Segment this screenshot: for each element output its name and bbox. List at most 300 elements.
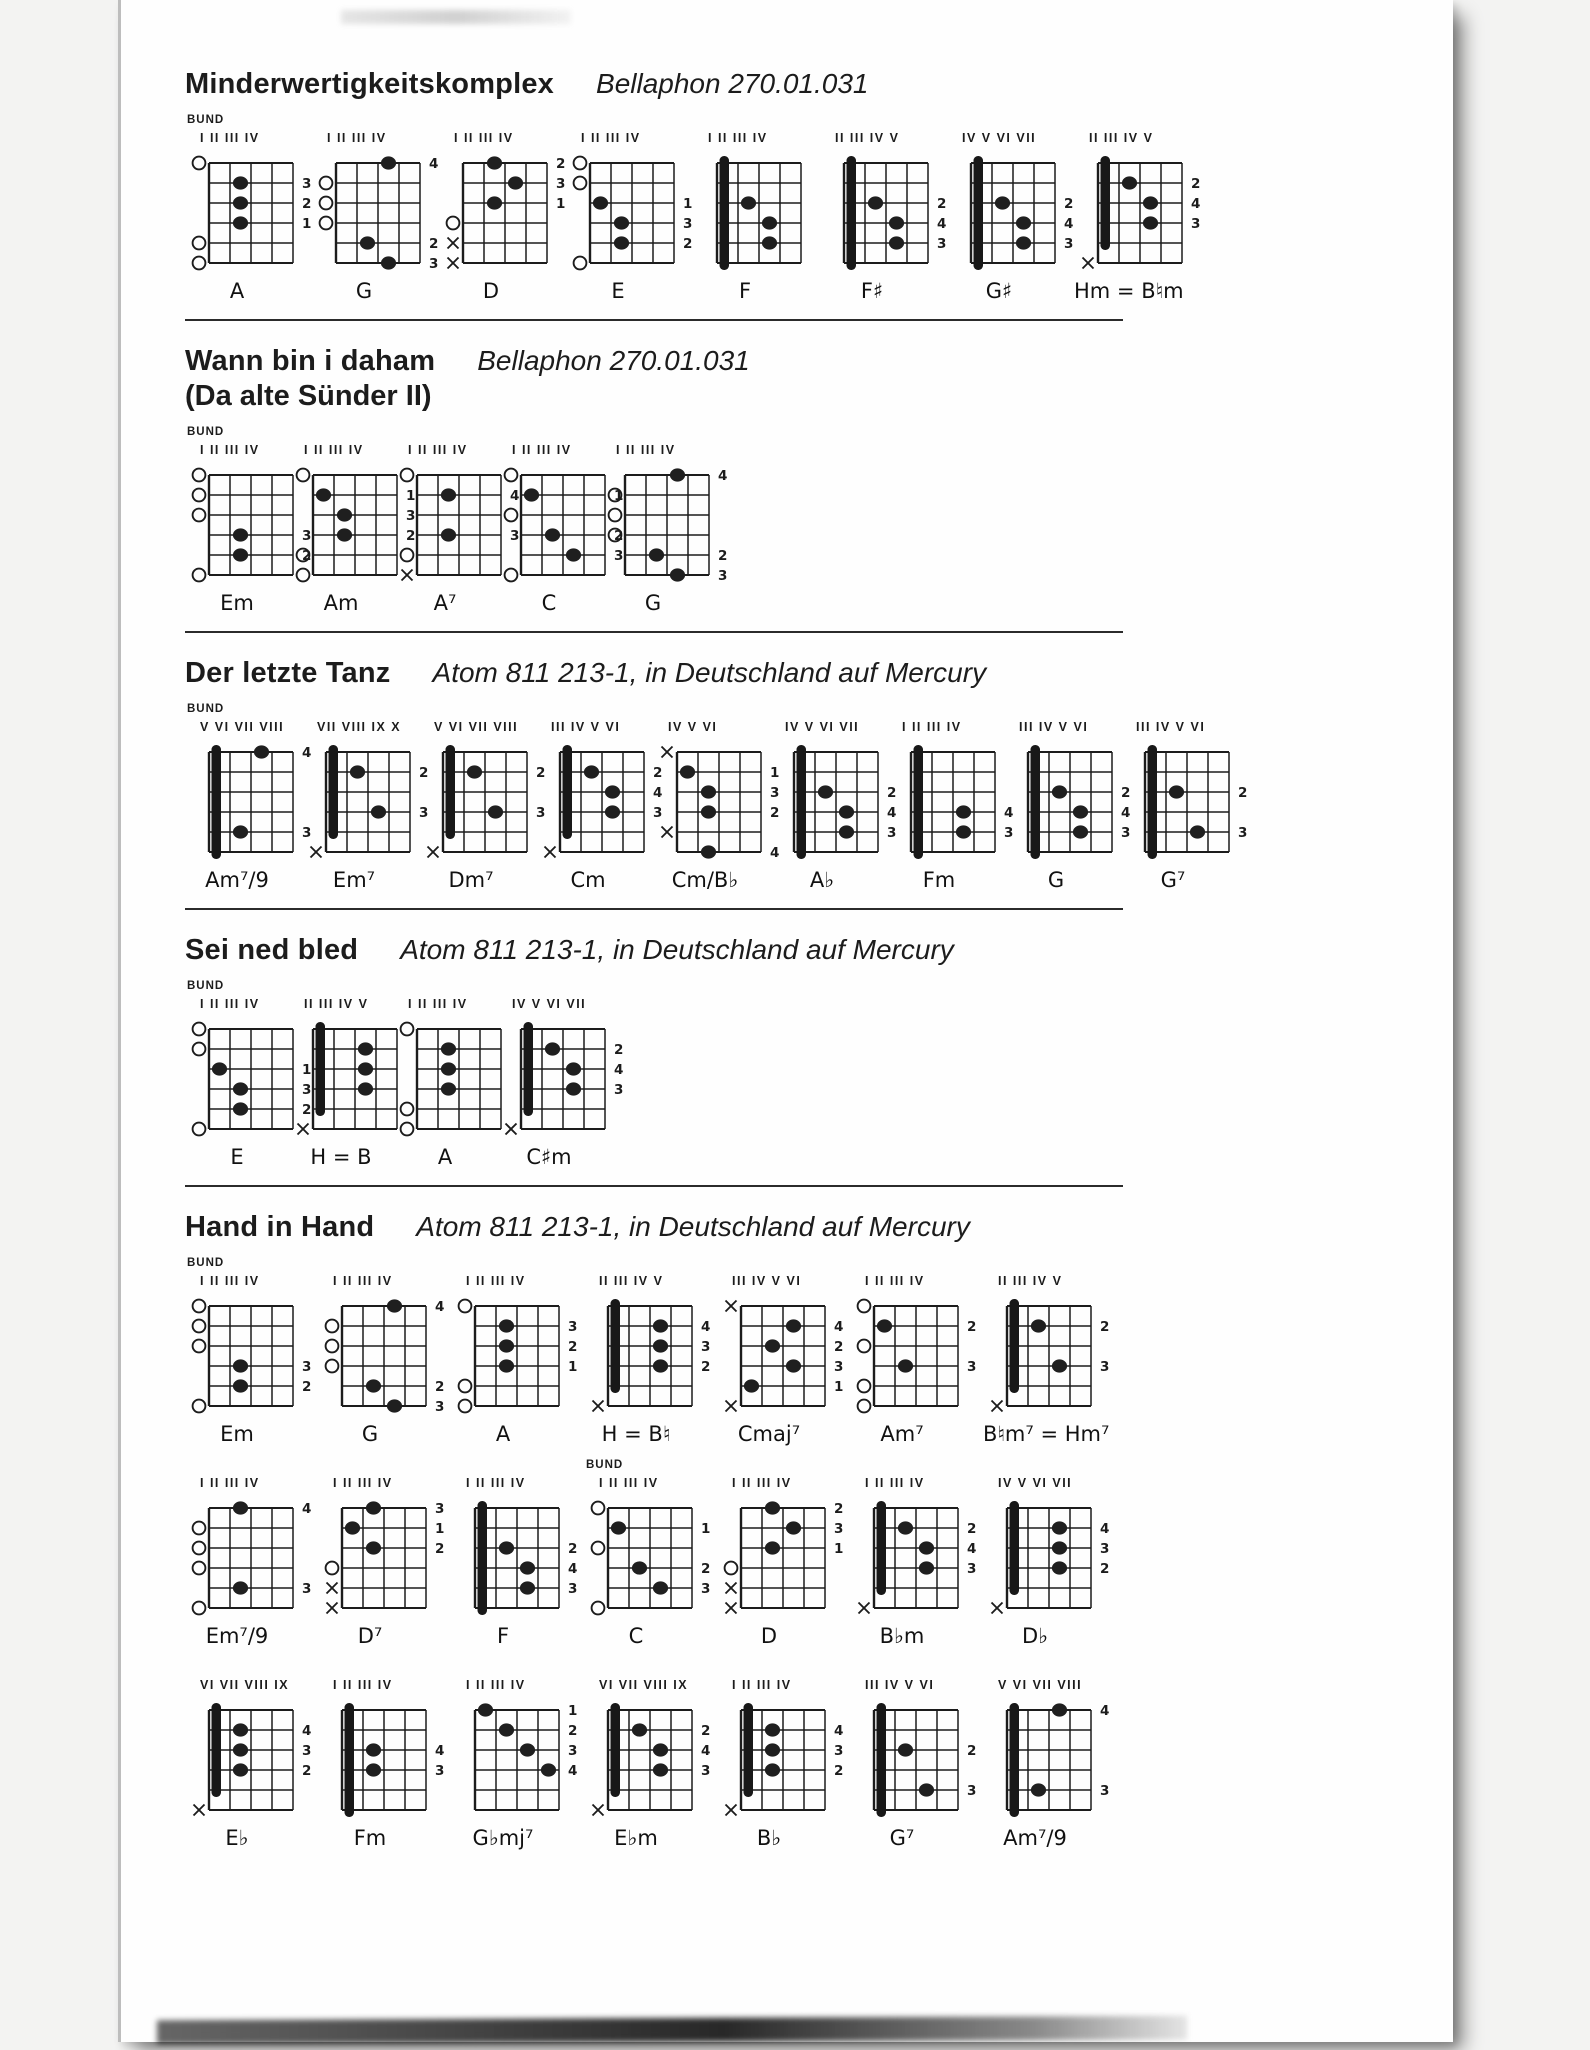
open-string-circle bbox=[326, 1360, 339, 1373]
finger-dot bbox=[387, 1299, 402, 1312]
finger-number: 3 bbox=[536, 805, 546, 821]
finger-number: 3 bbox=[1121, 825, 1131, 841]
finger-dot bbox=[786, 1359, 801, 1372]
finger-number: 4 bbox=[937, 216, 947, 232]
chord-grid bbox=[717, 1492, 844, 1622]
open-string-circle bbox=[193, 237, 206, 250]
barre-bar bbox=[1148, 745, 1158, 859]
finger-dot bbox=[1052, 1359, 1067, 1372]
finger-number: 3 bbox=[1064, 236, 1074, 252]
chord-grid bbox=[566, 147, 693, 277]
chord-name: G⁷ bbox=[889, 1826, 915, 1850]
finger-number: 3 bbox=[568, 1319, 578, 1335]
open-string-circle bbox=[193, 1602, 206, 1615]
chord-diagram bbox=[983, 1274, 1116, 1446]
chord-name: E♭m bbox=[614, 1826, 658, 1850]
finger-number: 3 bbox=[406, 508, 416, 524]
finger-dot bbox=[233, 1102, 248, 1115]
open-string-circle bbox=[326, 1562, 339, 1575]
chord-name: G bbox=[361, 1422, 379, 1446]
finger-dot bbox=[839, 805, 854, 818]
chord-name: C♯m bbox=[526, 1145, 572, 1169]
songbook-page bbox=[118, 0, 1453, 2042]
finger-number: 4 bbox=[967, 1541, 977, 1557]
chord-row bbox=[185, 1257, 1423, 1446]
chord-grid bbox=[1121, 736, 1248, 866]
chord-diagram bbox=[947, 131, 1074, 303]
chord-name: D♭ bbox=[1021, 1624, 1049, 1648]
finger-dot bbox=[366, 1501, 381, 1514]
chord-name: Hm = B♮m bbox=[1074, 279, 1184, 303]
open-string-circle bbox=[326, 1320, 339, 1333]
chord-diagram bbox=[312, 131, 439, 303]
finger-number: 2 bbox=[302, 1763, 312, 1779]
finger-dot bbox=[593, 196, 608, 209]
finger-number: 2 bbox=[568, 1339, 578, 1355]
finger-number: 3 bbox=[967, 1561, 977, 1577]
finger-dot bbox=[1016, 216, 1031, 229]
finger-dot bbox=[1122, 176, 1137, 189]
muted-string-x bbox=[448, 238, 459, 249]
finger-dot bbox=[653, 1763, 668, 1776]
fret-position-label: I II III IV bbox=[200, 443, 260, 457]
finger-dot bbox=[611, 1521, 626, 1534]
chord-diagram bbox=[185, 703, 312, 892]
chord-grid bbox=[185, 1492, 312, 1622]
chord-diagram bbox=[1121, 720, 1248, 892]
chord-diagram bbox=[717, 1476, 850, 1648]
finger-dot bbox=[765, 1339, 780, 1352]
finger-number: 4 bbox=[302, 745, 312, 761]
finger-number: 4 bbox=[834, 1723, 844, 1739]
finger-dot bbox=[614, 236, 629, 249]
barre-bar bbox=[611, 1703, 621, 1797]
chord-name: B♮m⁷ = Hm⁷ bbox=[983, 1422, 1110, 1446]
fret-position-label: III IV V VI bbox=[1136, 720, 1206, 734]
chord-name: Fm bbox=[353, 1826, 387, 1850]
fret-position-label: I II III IV bbox=[200, 1476, 260, 1490]
open-string-circle bbox=[193, 509, 206, 522]
finger-number: 4 bbox=[701, 1743, 711, 1759]
finger-dot bbox=[744, 1379, 759, 1392]
open-string-circle bbox=[326, 1340, 339, 1353]
open-string-circle bbox=[193, 1320, 206, 1333]
fret-position-label: III IV V VI bbox=[1019, 720, 1089, 734]
fret-position-label: I II III IV bbox=[454, 131, 514, 145]
finger-number: 2 bbox=[1121, 785, 1131, 801]
open-string-circle bbox=[858, 1380, 871, 1393]
finger-dot bbox=[670, 468, 685, 481]
barre-bar bbox=[212, 1703, 222, 1797]
fret-position-label: I II III IV bbox=[599, 1476, 659, 1490]
fret-position-label: VII VIII IX X bbox=[317, 720, 402, 734]
chord-diagram bbox=[850, 1476, 983, 1648]
open-string-circle bbox=[320, 217, 333, 230]
open-string-circle bbox=[193, 1123, 206, 1136]
finger-number: 2 bbox=[302, 1102, 312, 1118]
chord-grid bbox=[185, 1694, 312, 1824]
barre-bar bbox=[1010, 1299, 1020, 1393]
chord-name: G bbox=[1047, 868, 1065, 892]
finger-number: 3 bbox=[510, 528, 520, 544]
finger-dot bbox=[701, 805, 716, 818]
finger-number: 4 bbox=[435, 1743, 445, 1759]
finger-number: 2 bbox=[967, 1319, 977, 1335]
finger-number: 3 bbox=[1238, 825, 1248, 841]
finger-number: 2 bbox=[1064, 196, 1074, 212]
chord-diagram bbox=[850, 1274, 983, 1446]
finger-dot bbox=[499, 1541, 514, 1554]
finger-number: 3 bbox=[834, 1743, 844, 1759]
finger-number: 4 bbox=[510, 488, 520, 504]
finger-dot bbox=[566, 1082, 581, 1095]
fret-position-label: I II III IV bbox=[466, 1476, 526, 1490]
bund-label: BUND bbox=[187, 1257, 225, 1269]
open-string-circle bbox=[858, 1300, 871, 1313]
finger-dot bbox=[786, 1319, 801, 1332]
bund-label: BUND bbox=[187, 703, 225, 715]
finger-number: 3 bbox=[302, 1082, 312, 1098]
chord-grid bbox=[693, 147, 797, 277]
finger-number: 4 bbox=[435, 1299, 445, 1315]
finger-number: 4 bbox=[770, 845, 780, 861]
open-string-circle bbox=[297, 569, 310, 582]
chord-row bbox=[185, 114, 1423, 303]
finger-number: 2 bbox=[683, 236, 693, 252]
finger-dot bbox=[818, 785, 833, 798]
finger-number: 2 bbox=[568, 1541, 578, 1557]
finger-number: 3 bbox=[429, 256, 439, 272]
catalog-number: Bellaphon 270.01.031 bbox=[477, 345, 750, 376]
chord-grid bbox=[497, 459, 624, 589]
finger-dot bbox=[212, 1062, 227, 1075]
chord-name: A bbox=[229, 279, 245, 303]
open-string-circle bbox=[193, 1023, 206, 1036]
fret-position-label: I II III IV bbox=[732, 1678, 792, 1692]
barre-bar bbox=[1101, 156, 1111, 250]
chord-name: A bbox=[495, 1422, 511, 1446]
muted-string-x bbox=[859, 1603, 870, 1614]
chord-diagram bbox=[850, 1678, 983, 1850]
open-string-circle bbox=[505, 569, 518, 582]
finger-dot bbox=[233, 1581, 248, 1594]
chord-grid bbox=[717, 1694, 844, 1824]
chord-name: G⁷ bbox=[1160, 868, 1186, 892]
page-content bbox=[121, 0, 1453, 1850]
chord-grid bbox=[653, 736, 780, 866]
chord-diagram bbox=[185, 1257, 318, 1446]
finger-dot bbox=[584, 765, 599, 778]
open-string-circle bbox=[609, 489, 622, 502]
open-string-circle bbox=[574, 157, 587, 170]
finger-number: 3 bbox=[302, 528, 312, 544]
fret-position-label: I II III IV bbox=[732, 1476, 792, 1490]
muted-string-x bbox=[545, 847, 556, 858]
finger-number: 3 bbox=[1100, 1359, 1110, 1375]
finger-dot bbox=[254, 745, 269, 758]
finger-number: 2 bbox=[1100, 1561, 1110, 1577]
finger-dot bbox=[337, 528, 352, 541]
finger-number: 3 bbox=[967, 1783, 977, 1799]
muted-string-x bbox=[662, 747, 673, 758]
finger-dot bbox=[765, 1743, 780, 1756]
finger-dot bbox=[545, 528, 560, 541]
finger-number: 3 bbox=[568, 1743, 578, 1759]
barre-bar bbox=[877, 1703, 887, 1817]
page-bottom-shadow bbox=[157, 2016, 1187, 2044]
bund-label: BUND bbox=[187, 980, 225, 992]
catalog-number: Bellaphon 270.01.031 bbox=[596, 68, 869, 99]
chord-grid bbox=[983, 1492, 1110, 1622]
chord-name: D⁷ bbox=[357, 1624, 383, 1648]
open-string-circle bbox=[193, 1340, 206, 1353]
fret-position-label: I II III IV bbox=[512, 443, 572, 457]
finger-dot bbox=[233, 548, 248, 561]
barre-bar bbox=[563, 745, 573, 839]
song-header bbox=[185, 657, 1423, 690]
finger-dot bbox=[233, 196, 248, 209]
chord-grid bbox=[850, 1492, 977, 1622]
finger-dot bbox=[387, 1399, 402, 1412]
open-string-circle bbox=[193, 569, 206, 582]
barre-bar bbox=[797, 745, 807, 859]
chord-grid bbox=[289, 459, 416, 589]
fret-position-label: I II III IV bbox=[333, 1274, 393, 1288]
finger-number: 1 bbox=[834, 1379, 844, 1395]
finger-number: 4 bbox=[718, 468, 728, 484]
finger-number: 1 bbox=[614, 488, 624, 504]
chord-diagram bbox=[584, 1678, 717, 1850]
barre-bar bbox=[1010, 1703, 1020, 1817]
finger-dot bbox=[520, 1561, 535, 1574]
open-string-circle bbox=[858, 1340, 871, 1353]
chord-diagram bbox=[318, 1274, 451, 1446]
chord-grid bbox=[185, 147, 312, 277]
chord-name: H = B♮ bbox=[601, 1422, 671, 1446]
song-section bbox=[185, 321, 1423, 615]
finger-dot bbox=[366, 1763, 381, 1776]
finger-dot bbox=[889, 216, 904, 229]
finger-number: 4 bbox=[302, 1501, 312, 1517]
chord-name: Am⁷ bbox=[880, 1422, 924, 1446]
finger-number: 2 bbox=[614, 528, 624, 544]
finger-dot bbox=[765, 1541, 780, 1554]
fret-position-label: IV V VI VII bbox=[962, 131, 1037, 145]
fret-position-label: II III IV V bbox=[304, 997, 369, 1011]
chord-diagram bbox=[289, 997, 393, 1169]
fret-position-label: IV V VI VII bbox=[512, 997, 587, 1011]
barre-bar bbox=[611, 1299, 621, 1393]
finger-dot bbox=[919, 1561, 934, 1574]
chord-grid bbox=[451, 1492, 578, 1622]
finger-number: 3 bbox=[718, 568, 728, 584]
bund-label: BUND bbox=[187, 426, 225, 438]
open-string-circle bbox=[609, 529, 622, 542]
finger-number: 2 bbox=[1191, 176, 1201, 192]
open-string-circle bbox=[459, 1300, 472, 1313]
finger-dot bbox=[488, 805, 503, 818]
open-string-circle bbox=[574, 177, 587, 190]
finger-dot bbox=[566, 1062, 581, 1075]
finger-number: 2 bbox=[614, 1042, 624, 1058]
finger-dot bbox=[487, 156, 502, 169]
chord-row bbox=[185, 1678, 1423, 1850]
open-string-circle bbox=[193, 489, 206, 502]
finger-number: 2 bbox=[536, 765, 546, 781]
finger-dot bbox=[701, 785, 716, 798]
finger-number: 2 bbox=[302, 196, 312, 212]
finger-number: 3 bbox=[937, 236, 947, 252]
open-string-circle bbox=[401, 549, 414, 562]
finger-number: 2 bbox=[701, 1561, 711, 1577]
finger-number: 3 bbox=[302, 1359, 312, 1375]
open-string-circle bbox=[193, 257, 206, 270]
muted-string-x bbox=[1083, 258, 1094, 269]
chord-diagram bbox=[289, 443, 416, 615]
finger-number: 3 bbox=[419, 805, 429, 821]
finger-number: 4 bbox=[701, 1319, 711, 1335]
chord-diagram bbox=[820, 131, 947, 303]
open-string-circle bbox=[401, 1023, 414, 1036]
finger-dot bbox=[919, 1541, 934, 1554]
chord-diagram bbox=[185, 1678, 318, 1850]
chord-row bbox=[185, 703, 1423, 892]
muted-string-x bbox=[662, 827, 673, 838]
muted-string-x bbox=[992, 1401, 1003, 1412]
finger-number: 3 bbox=[967, 1359, 977, 1375]
chord-grid bbox=[584, 1492, 711, 1622]
finger-number: 2 bbox=[967, 1521, 977, 1537]
barre-bar bbox=[316, 1022, 326, 1116]
finger-dot bbox=[371, 805, 386, 818]
chord-diagram bbox=[693, 131, 820, 303]
chord-diagram bbox=[584, 1274, 717, 1446]
finger-dot bbox=[868, 196, 883, 209]
finger-dot bbox=[233, 825, 248, 838]
finger-dot bbox=[898, 1743, 913, 1756]
finger-dot bbox=[614, 216, 629, 229]
open-string-circle bbox=[401, 469, 414, 482]
barre-bar bbox=[329, 745, 339, 839]
finger-dot bbox=[898, 1359, 913, 1372]
chord-name: D bbox=[760, 1624, 778, 1648]
chord-name: Fm bbox=[922, 868, 956, 892]
finger-dot bbox=[653, 1339, 668, 1352]
finger-dot bbox=[508, 176, 523, 189]
finger-number: 1 bbox=[435, 1521, 445, 1537]
finger-number: 2 bbox=[435, 1541, 445, 1557]
finger-dot bbox=[680, 765, 695, 778]
fret-position-label: II III IV V bbox=[998, 1274, 1063, 1288]
open-string-circle bbox=[193, 469, 206, 482]
finger-dot bbox=[316, 488, 331, 501]
finger-number: 3 bbox=[701, 1763, 711, 1779]
barre-bar bbox=[478, 1501, 488, 1615]
finger-number: 3 bbox=[1100, 1783, 1110, 1799]
chord-diagram bbox=[536, 720, 663, 892]
finger-number: 2 bbox=[834, 1501, 844, 1517]
finger-number: 3 bbox=[435, 1501, 445, 1517]
chord-diagram bbox=[185, 114, 312, 303]
song-header bbox=[185, 68, 1423, 101]
fret-position-label: I II III IV bbox=[304, 443, 364, 457]
finger-number: 2 bbox=[701, 1359, 711, 1375]
finger-number: 3 bbox=[568, 1581, 578, 1597]
finger-number: 1 bbox=[834, 1541, 844, 1557]
open-string-circle bbox=[447, 217, 460, 230]
fret-position-label: I II III IV bbox=[902, 720, 962, 734]
finger-dot bbox=[632, 1561, 647, 1574]
finger-dot bbox=[441, 1082, 456, 1095]
finger-number: 3 bbox=[302, 1581, 312, 1597]
chord-grid bbox=[983, 1694, 1110, 1824]
finger-dot bbox=[366, 1541, 381, 1554]
finger-number: 3 bbox=[1004, 825, 1014, 841]
fret-position-label: I II III IV bbox=[333, 1678, 393, 1692]
open-string-circle bbox=[193, 157, 206, 170]
chord-row bbox=[185, 980, 1423, 1169]
chord-diagram bbox=[566, 131, 693, 303]
fret-position-label: I II III IV bbox=[865, 1476, 925, 1490]
fret-position-label: III IV V VI bbox=[551, 720, 621, 734]
finger-dot bbox=[919, 1783, 934, 1796]
chord-diagram bbox=[770, 720, 897, 892]
chord-grid bbox=[947, 147, 1074, 277]
chord-grid bbox=[820, 147, 947, 277]
chord-diagram bbox=[318, 1678, 451, 1850]
muted-string-x bbox=[298, 1124, 309, 1135]
open-string-circle bbox=[725, 1562, 738, 1575]
finger-number: 4 bbox=[887, 805, 897, 821]
chord-name: Cm/B♭ bbox=[671, 868, 739, 892]
muted-string-x bbox=[726, 1301, 737, 1312]
fret-position-label: V VI VII VIII bbox=[434, 720, 519, 734]
fret-position-label: I II III IV bbox=[200, 997, 260, 1011]
finger-dot bbox=[653, 1743, 668, 1756]
chord-row bbox=[185, 1459, 1423, 1648]
finger-number: 4 bbox=[1004, 805, 1014, 821]
finger-dot bbox=[345, 1521, 360, 1534]
chord-name: Cm bbox=[570, 868, 606, 892]
finger-dot bbox=[653, 1581, 668, 1594]
finger-number: 3 bbox=[435, 1399, 445, 1415]
finger-dot bbox=[1073, 805, 1088, 818]
open-string-circle bbox=[574, 257, 587, 270]
bund-label: BUND bbox=[187, 114, 225, 126]
chord-grid bbox=[185, 459, 312, 589]
finger-dot bbox=[786, 1521, 801, 1534]
open-string-circle bbox=[505, 509, 518, 522]
finger-dot bbox=[441, 528, 456, 541]
finger-dot bbox=[381, 256, 396, 269]
finger-dot bbox=[649, 548, 664, 561]
chord-name: B♭m bbox=[879, 1624, 925, 1648]
finger-dot bbox=[653, 1359, 668, 1372]
chord-diagram bbox=[497, 997, 624, 1169]
finger-number: 1 bbox=[683, 196, 693, 212]
finger-dot bbox=[441, 1062, 456, 1075]
finger-number: 3 bbox=[302, 825, 312, 841]
chord-diagram bbox=[983, 1678, 1116, 1850]
finger-number: 3 bbox=[302, 176, 312, 192]
chord-name: G♭mj⁷ bbox=[472, 1826, 534, 1850]
finger-dot bbox=[233, 1743, 248, 1756]
open-string-circle bbox=[505, 469, 518, 482]
chord-grid bbox=[185, 1013, 312, 1143]
finger-dot bbox=[1052, 1541, 1067, 1554]
finger-dot bbox=[233, 216, 248, 229]
chord-grid bbox=[312, 147, 439, 277]
